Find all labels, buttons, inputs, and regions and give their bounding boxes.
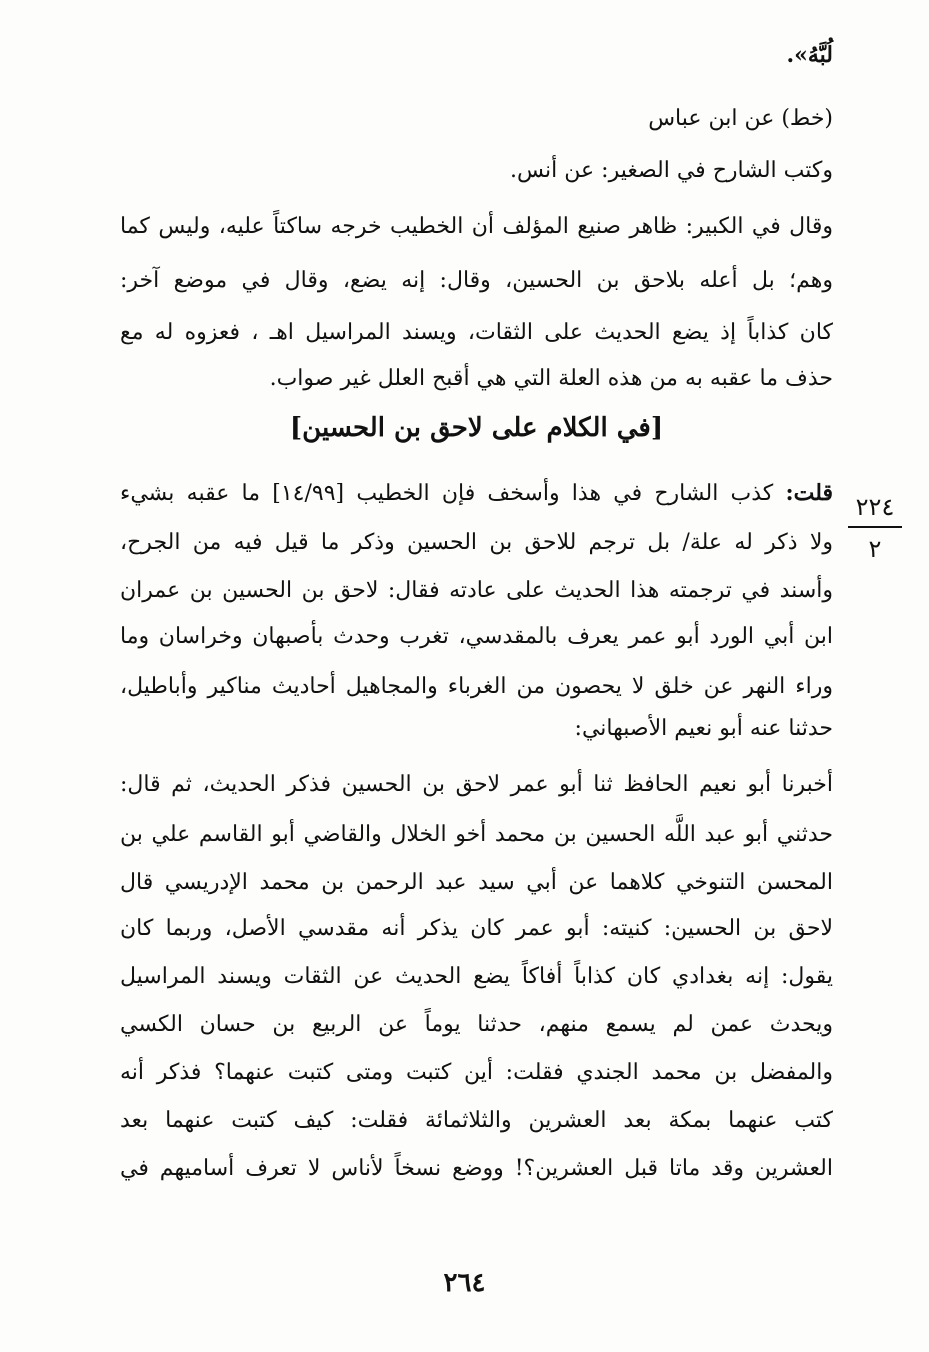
paragraph-3-line: وراء النهر عن خلق لا يحصون من الغرباء والمجاهيل أحاديث مناكير وأباطيل،: [120, 674, 833, 699]
paragraph-3-line: ابن أبي الورد أبو عمر يعرف بالمقدسي، تغرب وحدث بأصبهان وخراسان وما: [120, 624, 833, 649]
source-line: (خط) عن ابن عباس: [648, 106, 833, 131]
paragraph-3-lead: قلت:: [785, 480, 834, 506]
page-number: ٢٦٤: [443, 1268, 486, 1298]
paragraph-4-line: لاحق بن الحسين: كنيته: أبو عمر كان يذكر أنه مقدسي الأصل، وربما كان: [120, 916, 833, 941]
paragraph-2-line: وقال في الكبير: ظاهر صنيع المؤلف أن الخطيب خرجه ساكتاً عليه، وليس كما: [120, 214, 833, 239]
paragraph-4-line: العشرين وقد ماتا قبل العشرين؟! ووضع نسخاً لأناس لا تعرف أساميهم في: [120, 1156, 833, 1181]
paragraph-3-line: حدثنا عنه أبو نعيم الأصبهاني:: [574, 716, 833, 741]
paragraph-3-line: وأسند في ترجمته هذا الحديث على عادته فقال: لاحق بن الحسين بن عمران: [120, 578, 833, 603]
paragraph-3-first-line: [120, 478, 833, 509]
margin-divider: [848, 526, 902, 528]
margin-part: ٢: [868, 535, 882, 563]
paragraph-3-line: ولا ذكر له علة/ بل ترجم للاحق بن الحسين وذكر ما قيل فيه من الجرح،: [120, 530, 833, 555]
margin-volume: ٢٢٤: [855, 493, 895, 521]
paragraph-4-line: المحسن التنوخي كلاهما عن أبي سيد عبد الرحمن بن محمد الإدريسي قال: [120, 870, 833, 895]
paragraph-2-line: كان كذاباً إذ يضع الحديث على الثقات، ويسند المراسيل اهـ ، فعزوه له مع: [120, 320, 833, 345]
paragraph-2-line: حذف ما عقبه به من هذه العلة التي هي أقبح العلل غير صواب.: [269, 366, 833, 391]
paragraph-4-line: كتب عنهما بمكة بعد العشرين والثلاثمائة فقلت: كيف كتبت عنهما بعد: [120, 1108, 833, 1133]
top-fragment: لُبَّهُ».: [786, 42, 833, 68]
paragraph-3-first-text: كذب الشارح في هذا وأسخف فإن الخطيب [١٤/٩٩] ما عقبه بشيء: [120, 481, 774, 506]
section-heading: [في الكلام على لاحق بن الحسين]: [289, 413, 664, 443]
paragraph-4-line: والمفضل بن محمد الجندي فقلت: أين كتبت ومتى كتبت عنهما؟ فذكر أنه: [120, 1060, 833, 1085]
paragraph-4-line: يقول: إنه بغدادي كان كذاباً أفاكاً يضع الحديث عن الثقات ويسند المراسيل: [120, 964, 833, 989]
margin-reference: [840, 492, 910, 564]
paragraph-4-line: ويحدث عمن لم يسمع منهم، حدثنا يوماً عن الربيع بن حسان الكسي: [120, 1012, 833, 1037]
paragraph-4-line: أخبرنا أبو نعيم الحافظ ثنا أبو عمر لاحق بن الحسين فذكر الحديث، ثم قال:: [120, 772, 833, 797]
paragraph-1: وكتب الشارح في الصغير: عن أنس.: [510, 158, 833, 183]
paragraph-2-line: وهم؛ بل أعله بلاحق بن الحسين، وقال: إنه يضع، وقال في موضع آخر:: [120, 268, 833, 293]
paragraph-4-line: حدثني أبو عبد اللَّه الحسين بن محمد أخو الخلال والقاضي أبو القاسم علي بن: [120, 822, 833, 847]
